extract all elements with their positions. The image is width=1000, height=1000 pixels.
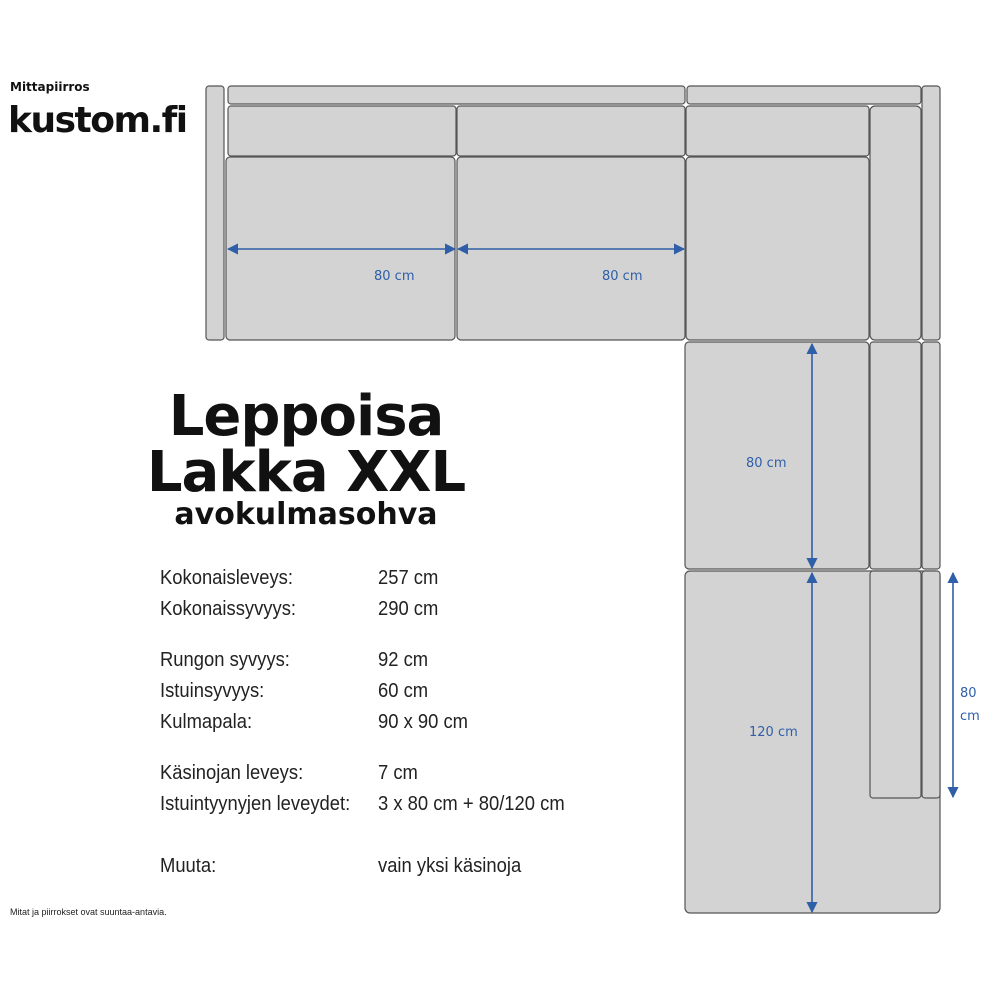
spec-value: 60 cm xyxy=(378,680,429,702)
spec-value: 7 cm xyxy=(378,762,418,784)
product-title-line1: Leppoisa xyxy=(168,384,444,449)
dimension-label: 80 cm xyxy=(374,269,415,284)
dimension-label: 80 cm xyxy=(602,269,643,284)
dimension-label: 80 cm xyxy=(746,456,787,471)
spec-value: 257 cm xyxy=(378,567,439,589)
spec-label: Istuintyynyjen leveydet: xyxy=(160,793,351,815)
spec-label: Muuta: xyxy=(160,855,217,877)
left-armrest xyxy=(206,86,224,340)
corner-frame-right xyxy=(922,86,940,340)
back-top-rail-corner xyxy=(687,86,921,104)
brand-logo: kustom.fi xyxy=(8,100,187,141)
back-top-rail xyxy=(228,86,685,104)
side-frame xyxy=(922,342,940,569)
back-cushion xyxy=(457,106,685,156)
disclaimer: Mitat ja piirrokset ovat suuntaa-antavia. xyxy=(10,907,167,917)
spec-value: vain yksi käsinoja xyxy=(378,855,522,877)
spec-label: Rungon syvyys: xyxy=(160,649,290,671)
side-back-cushion xyxy=(870,342,921,569)
chaise-back-cushion xyxy=(870,571,921,798)
spec-label: Kokonaisleveys: xyxy=(160,567,293,589)
spec-label: Istuinsyvyys: xyxy=(160,680,265,702)
dimension-label: 80 xyxy=(960,686,977,701)
corner-back-cushion xyxy=(870,106,921,340)
dimension-label: 120 cm xyxy=(749,725,798,740)
product-title-line2: Lakka XXL xyxy=(146,440,466,505)
spec-label: Kokonaissyvyys: xyxy=(160,598,297,620)
spec-value: 92 cm xyxy=(378,649,429,671)
back-cushion xyxy=(228,106,456,156)
spec-value: 90 x 90 cm xyxy=(378,711,469,733)
spec-label: Kulmapala: xyxy=(160,711,253,733)
corner-seat-cushion xyxy=(686,157,869,340)
drawing-label: Mittapiirros xyxy=(10,80,90,94)
spec-value: 3 x 80 cm + 80/120 cm xyxy=(378,793,565,815)
product-subtitle: avokulmasohva xyxy=(174,497,438,532)
spec-value: 290 cm xyxy=(378,598,439,620)
spec-label: Käsinojan leveys: xyxy=(160,762,304,784)
back-cushion xyxy=(686,106,869,156)
dimension-label: cm xyxy=(960,709,980,724)
chaise-back-frame xyxy=(922,571,940,798)
